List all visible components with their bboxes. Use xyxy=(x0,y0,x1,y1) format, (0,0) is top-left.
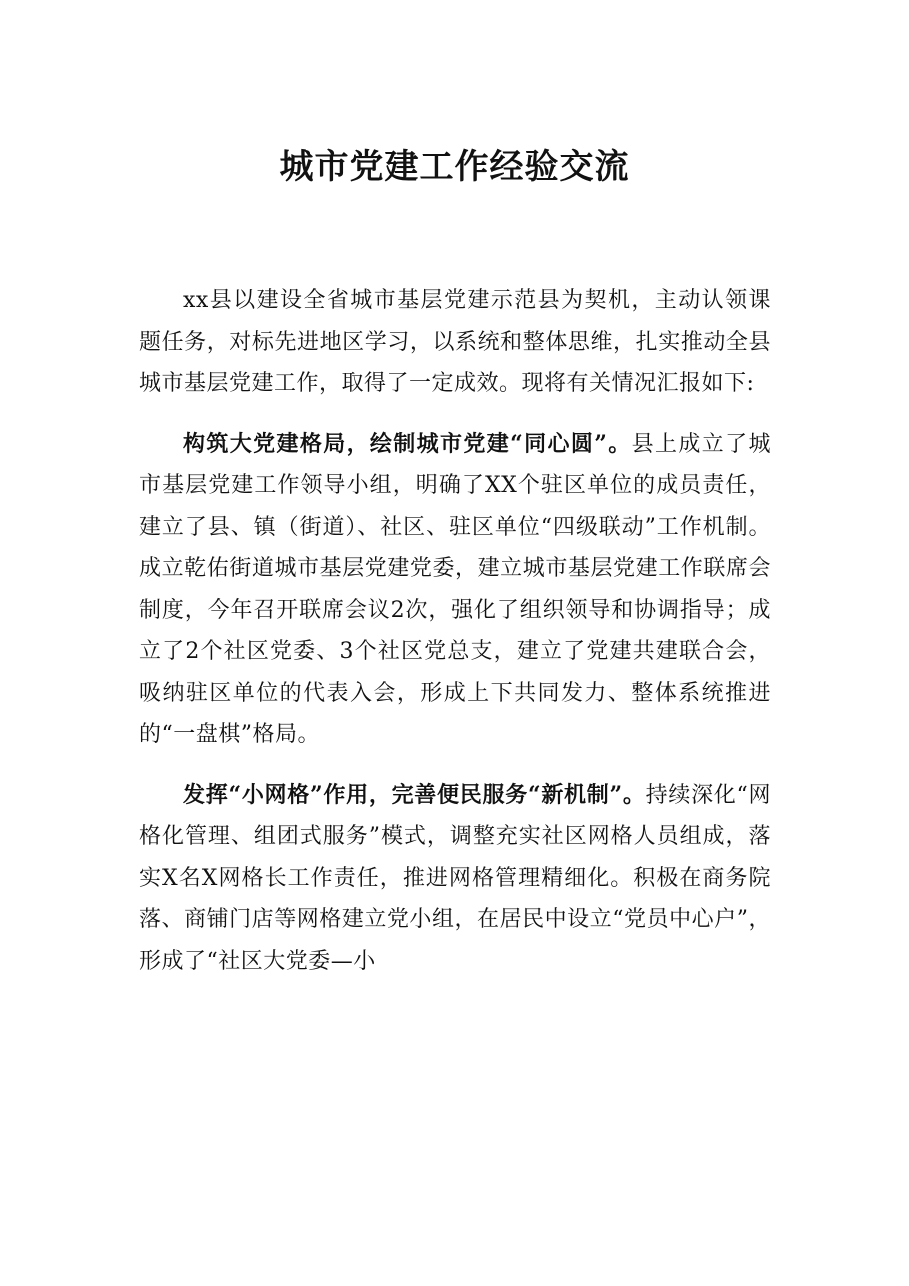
intro-paragraph-text: xx县以建设全省城市基层党建示范县为契机，主动认领课题任务，对标先进地区学习，以系统和整体思维，扎实推动全县城市基层党建工作，取得了一定成效。现将有关情况汇报如下: xyxy=(139,288,771,396)
section-text-party-building-pattern: 县上成立了城市基层党建工作领导小组，明确了XX个驻区单位的成员责任，建立了县、镇（街道）、社区、驻区单位“四级联动”工作机制。成立乾佑街道城市基层党建党委，建立城市基层党建工作联席会制度，今年召开联席会议2次，强化了组织领导和协调指导；成立了2个社区党委、3个社区党总支，建立了党建共建联合会，吸纳驻区单位的代表入会，形成上下共同发力、整体系统推进的“一盘棋”格局。 xyxy=(139,431,771,747)
section-paragraph-grid-service xyxy=(139,775,771,983)
section-heading-party-building-pattern: 构筑大党建格局，绘制城市党建“同心圆”。 xyxy=(183,430,632,457)
intro-paragraph xyxy=(139,280,771,405)
section-text-grid-service: 持续深化“网格化管理、组团式服务”模式，调整充实社区网格人员组成，落实X名X网格长工作责任，推进网格管理精细化。积极在商务院落、商铺门店等网格建立党小组，在居民中设立“党员中心户”，形成了“社区大党委—小 xyxy=(139,782,771,974)
section-paragraph-party-building-pattern xyxy=(139,424,771,756)
document-title: 城市党建工作经验交流 xyxy=(279,147,630,187)
section-heading-grid-service: 发挥“小网格”作用，完善便民服务“新机制”。 xyxy=(183,781,646,808)
document-body xyxy=(139,280,771,982)
